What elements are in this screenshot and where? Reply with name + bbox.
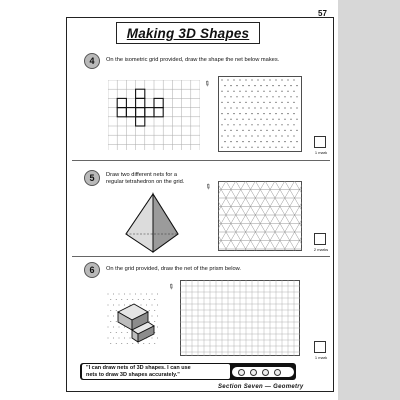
page-title: Making 3D Shapes — [116, 22, 260, 44]
self-assessment-line-2: nets to draw 3D shapes accurately." — [86, 372, 180, 378]
question-6-text: On the grid provided, draw the net of the prism below. — [106, 266, 241, 272]
mark-box-q4[interactable] — [314, 136, 326, 148]
smiley-face-icon[interactable] — [238, 369, 245, 376]
pencil-icon: ✎ — [166, 282, 176, 292]
question-5-number: 5 — [84, 170, 100, 186]
smiley-face-icon[interactable] — [250, 369, 257, 376]
prism-diagram — [104, 290, 160, 350]
smiley-face-icon[interactable] — [274, 369, 281, 376]
question-6-number: 6 — [84, 262, 100, 278]
mark-label-q4: 1 mark — [314, 150, 328, 155]
mark-label-q5: 2 marks — [313, 247, 329, 252]
question-4-number: 4 — [84, 53, 100, 69]
self-assessment-statement — [82, 364, 230, 379]
section-label: Section Seven — Geometry — [218, 384, 304, 390]
question-separator — [72, 160, 330, 161]
tetrahedron-diagram — [120, 190, 186, 256]
square-grid[interactable] — [180, 280, 300, 356]
smiley-rating — [232, 367, 294, 377]
page-side-strip — [338, 0, 400, 400]
triangular-grid[interactable] — [218, 181, 302, 251]
mark-box-q6[interactable] — [314, 341, 326, 353]
isometric-dot-grid[interactable] — [218, 76, 302, 152]
cube-net-grid — [108, 80, 200, 150]
question-separator — [72, 256, 330, 257]
page-number: 57 — [318, 9, 327, 18]
question-5-text-line-2: regular tetrahedron on the grid. — [106, 179, 185, 185]
question-4-text: On the isometric grid provided, draw the shape the net below makes. — [106, 57, 280, 63]
mark-box-q5[interactable] — [314, 233, 326, 245]
smiley-face-icon[interactable] — [262, 369, 269, 376]
mark-label-q6: 1 mark — [314, 355, 328, 360]
pencil-icon: ✎ — [203, 182, 213, 192]
question-5-text-line-1: Draw two different nets for a — [106, 172, 178, 178]
self-assessment-line-1: "I can draw nets of 3D shapes. I can use — [86, 365, 191, 371]
pencil-icon: ✎ — [202, 79, 212, 89]
